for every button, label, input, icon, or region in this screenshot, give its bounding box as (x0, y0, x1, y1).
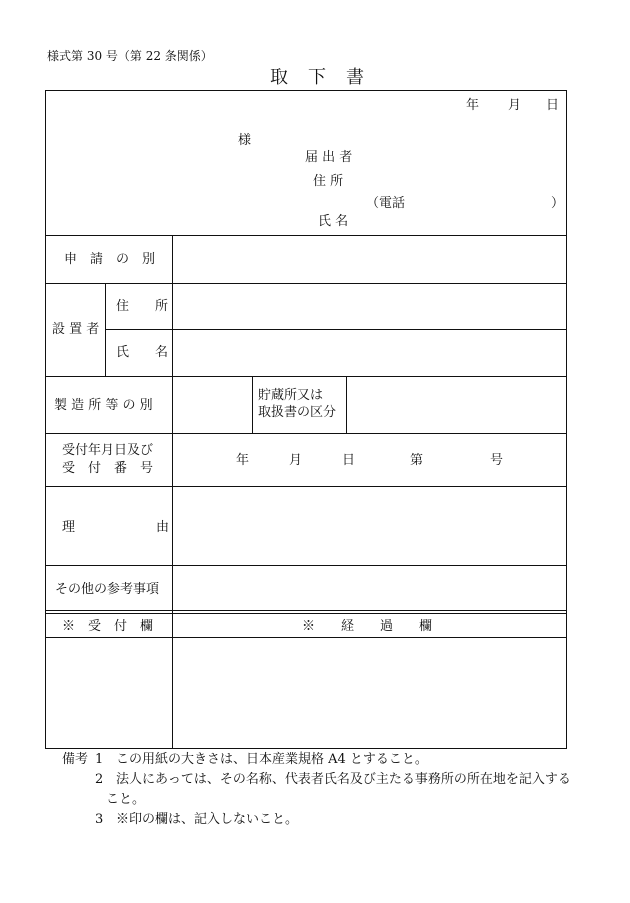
date-day-label: 日 (546, 98, 560, 113)
divider (45, 637, 567, 638)
other-notes-label: その他の参考事項 (55, 582, 160, 597)
receipt-month-label: 月 (289, 453, 303, 468)
note-1-number: 1 (95, 752, 104, 767)
storage-type-label-2: 取扱書の区分 (258, 405, 337, 420)
reception-column-label: ※ 受 付 欄 (62, 619, 154, 634)
storage-type-label-1: 貯蔵所又は (258, 388, 324, 403)
reason-label-right: 由 (156, 520, 170, 535)
notifier-label: 届 出 者 (305, 150, 353, 165)
divider (45, 376, 567, 377)
installer-address-label: 住 所 (116, 299, 169, 314)
receipt-label-2: 受 付 番 号 (62, 461, 154, 476)
column-divider (105, 283, 106, 376)
address-label: 住 所 (313, 174, 344, 189)
form-number: 様式第 30 号（第 22 条関係） (47, 49, 213, 63)
note-2-text: 法人にあっては、その名称、代表者氏名及び主たる事務所の所在地を記入する (116, 772, 571, 787)
application-type-label: 申 請 の 別 (64, 252, 156, 267)
receipt-label-1: 受付年月日及び (62, 443, 154, 458)
divider (45, 235, 567, 236)
installer-name-label: 氏 名 (116, 345, 169, 360)
divider (105, 329, 567, 330)
date-year-label: 年 (466, 98, 480, 113)
column-divider (172, 235, 173, 749)
installer-label: 設 置 者 (52, 322, 100, 337)
column-divider (252, 376, 253, 433)
receipt-day-label: 日 (342, 453, 356, 468)
note-2-continuation: こと。 (106, 792, 146, 807)
note-3-number: 3 (95, 812, 104, 827)
reason-label-left: 理 (62, 520, 76, 535)
phone-close: ） (551, 196, 565, 211)
divider (45, 613, 567, 614)
divider (45, 486, 567, 487)
note-1-text: この用紙の大きさは、日本産業規格 A4 とすること。 (116, 752, 428, 767)
phone-label: （電話 (366, 196, 406, 211)
divider (45, 610, 567, 611)
addressee-suffix: 様 (238, 133, 252, 148)
date-month-label: 月 (508, 98, 522, 113)
page-title: 取 下 書 (270, 67, 365, 88)
notes-label: 備考 (62, 752, 89, 767)
receipt-number-prefix: 第 (410, 453, 424, 468)
divider (45, 565, 567, 566)
column-divider (346, 376, 347, 433)
receipt-number-suffix: 号 (490, 453, 504, 468)
facility-type-label: 製 造 所 等 の 別 (54, 398, 153, 413)
note-3-text: ※印の欄は、記入しないこと。 (116, 812, 299, 827)
progress-column-label: ※ 経 過 欄 (302, 619, 433, 634)
note-2-number: 2 (95, 772, 104, 787)
divider (45, 283, 567, 284)
divider (45, 433, 567, 434)
receipt-year-label: 年 (236, 453, 250, 468)
name-label: 氏 名 (318, 214, 349, 229)
